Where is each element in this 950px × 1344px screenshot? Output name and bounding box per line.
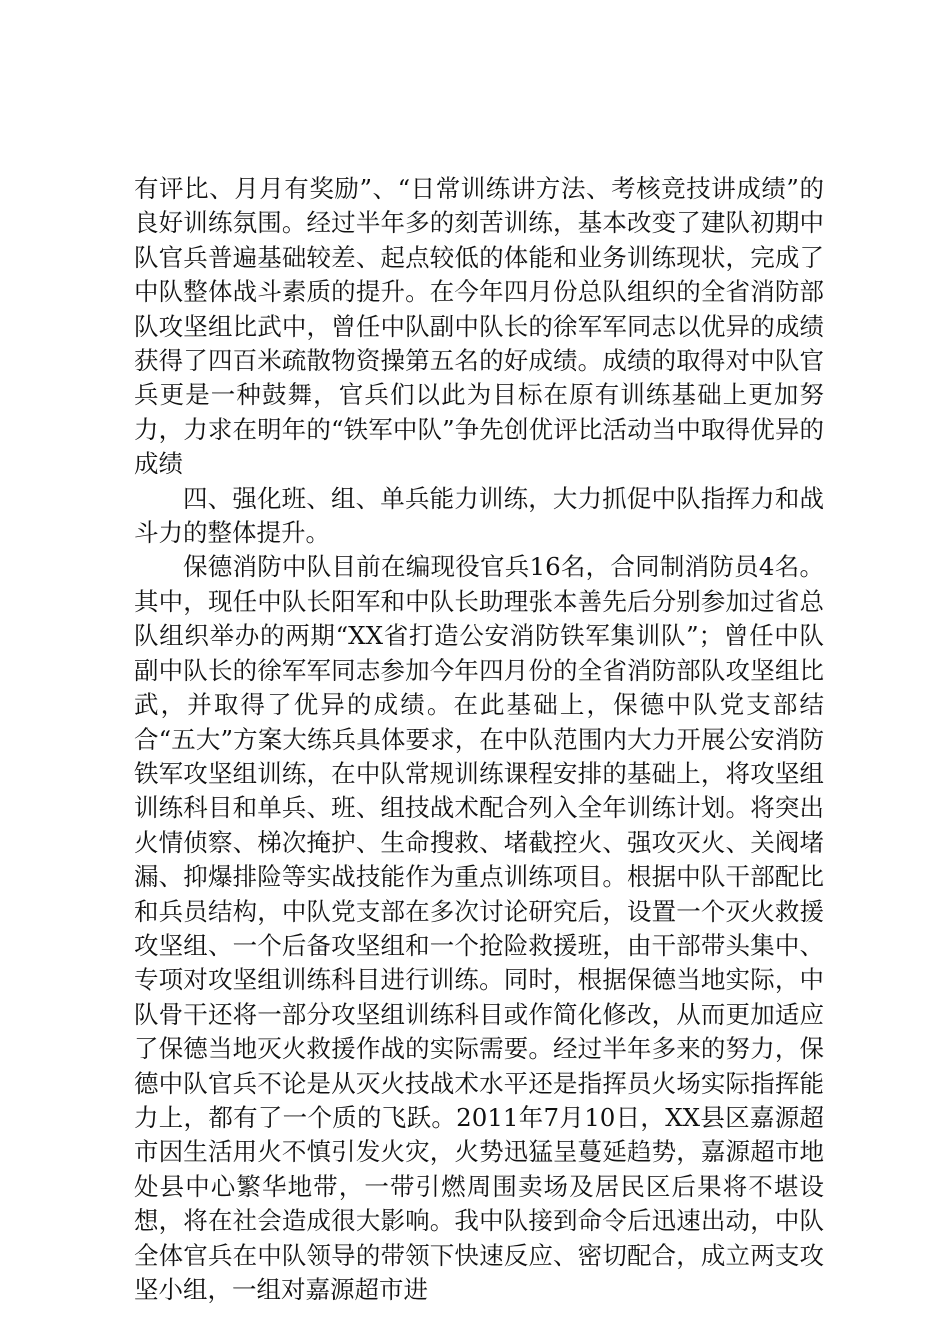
document-body (134, 172, 824, 1307)
paragraph-baode-squad-training: 保德消防中队目前在编现役官兵16名，合同制消防员4名。其中，现任中队长阳军和中队长助理张本善先后分别参加过省总队组织举办的两期“XX省打造公安消防铁军集训队”；曾任中队副中队长的徐军军同志参加今年四月份的全省消防部队攻坚组比武，并取得了优异的成绩。在此基础上，保德中队党支部结合“五大”方案大练兵具体要求，在中队范围内大力开展公安消防铁军攻坚组训练，在中队常规训练课程安排的基础上，将攻坚组训练科目和单兵、班、组技战术配合列入全年训练计划。将突出火情侦察、梯次掩护、生命搜救、堵截控火、强攻灭火、关阀堵漏、抑爆排险等实战技能作为重点训练项目。根据中队干部配比和兵员结构，中队党支部在多次讨论研究后，设置一个灭火救援攻坚组、一个后备攻坚组和一个抢险救援班，由干部带头集中、专项对攻坚组训练科目进行训练。同时，根据保德当地实际，中队骨干还将一部分攻坚组训练科目或作简化修改，从而更加适应了保德当地灭火救援作战的实际需要。经过半年多来的努力，保德中队官兵不论是从灭火技战术水平还是指挥员火场实际指挥能力上，都有了一个质的飞跃。2011年7月10日，XX县区嘉源超市因生活用火不慎引发火灾，火势迅猛呈蔓延趋势，嘉源超市地处县中心繁华地带，一带引燃周围卖场及居民区后果将不堪设想，将在社会造成很大影响。我中队接到命令后迅速出动，中队全体官兵在中队领导的带领下快速反应、密切配合，成立两支攻坚小组，一组对嘉源超市进 (134, 552, 824, 1304)
paragraph-section-four-heading: 四、强化班、组、单兵能力训练，大力抓促中队指挥力和战斗力的整体提升。 (134, 483, 824, 548)
paragraph-training-results: 有评比、月月有奖励”、“日常训练讲方法、考核竞技讲成绩”的良好训练氛围。经过半年多的刻苦训练，基本改变了建队初期中队官兵普遍基础较差、起点较低的体能和业务训练现状，完成了中队整体战斗素质的提升。在今年四月份总队组织的全省消防部队攻坚组比武中，曾任中队副中队长的徐军军同志以优异的成绩获得了四百米疏散物资操第五名的好成绩。成绩的取得对中队官兵更是一种鼓舞，官兵们以此为目标在原有训练基础上更加努力，力求在明年的“铁军中队”争先创优评比活动当中取得优异的成绩 (134, 174, 824, 479)
